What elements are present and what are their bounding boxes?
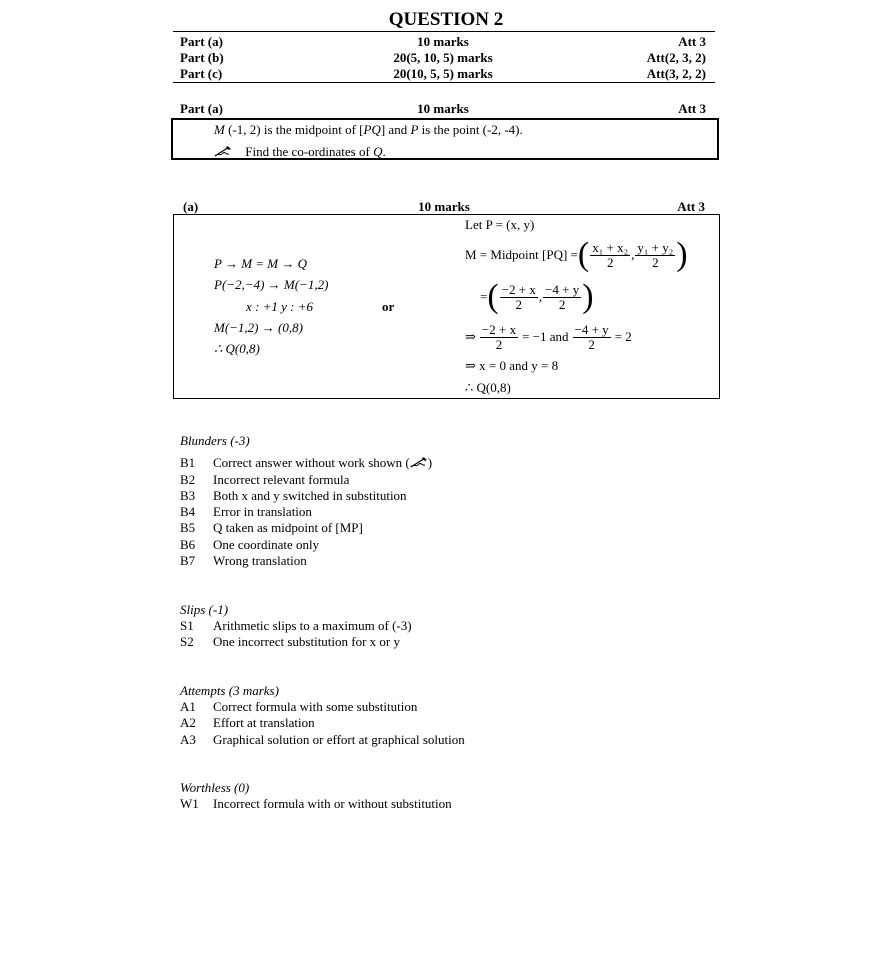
method1-line: x : +1 y : +6: [246, 299, 313, 314]
list-item: B6 One coordinate only: [180, 537, 320, 552]
summary-att: Att(2, 3, 2): [646, 50, 706, 65]
summary-row-c: [180, 66, 706, 82]
list-item: B3 Both x and y switched in substitution: [180, 488, 407, 503]
solution-marks: 10 marks: [418, 199, 470, 214]
summary-row-b: [180, 50, 706, 66]
method2-line2: M = Midpoint [PQ] = ( $\frac{\text{x₁ + x₂}}{2}$ , $\frac{\text{y₁ + y₂}}{2}$ ): [465, 236, 688, 273]
method2-line4: ⇒ $\frac{-2 + x}{2}$ = −1 and $\frac{-4 + y}{2}$ = 2: [465, 321, 632, 352]
part-a-att: Att 3: [678, 101, 706, 116]
method1-line: P → M = M → Q: [214, 256, 308, 271]
fraction: $\frac{-2 + x}{2}$: [501, 281, 536, 312]
list-item: B5 Q taken as midpoint of [MP]: [180, 520, 363, 535]
list-item: W1 Incorrect formula with or without substitution: [180, 796, 452, 811]
summary-marks: 20(5, 10, 5) marks: [393, 50, 493, 65]
list-item: S2 One incorrect substitution for x or y: [180, 634, 401, 649]
pencil-writing-icon: [410, 456, 428, 468]
method1-line: P(−2,−4) → M(−1,2): [214, 277, 329, 292]
summary-part: Part (b): [180, 50, 224, 65]
method2-line1: Let P = (x, y): [465, 217, 535, 232]
method2-line6: ∴ Q(0,8): [465, 380, 511, 395]
list-item: A3 Graphical solution or effort at graphical solution: [180, 732, 465, 747]
part-a-marks: 10 marks: [417, 101, 469, 116]
question-title: QUESTION 2: [388, 9, 504, 30]
fraction: $\frac{-4 + y}{2}$: [574, 321, 609, 352]
method1-line: M(−1,2) → (0,8): [214, 320, 303, 335]
question-line-2: Find the co-ordinates of Q.: [214, 144, 386, 160]
fraction: $\frac{-2 + x}{2}$: [481, 321, 517, 352]
summary-part: Part (a): [180, 34, 223, 49]
solution-header: [183, 199, 705, 215]
list-item: B2 Incorrect relevant formula: [180, 472, 350, 487]
list-item: B7 Wrong translation: [180, 553, 307, 568]
attempts-heading: Attempts (3 marks): [180, 683, 279, 698]
summary-marks: 20(10, 5, 5) marks: [393, 66, 493, 81]
or-label: or: [382, 299, 395, 314]
part-a-label: Part (a): [180, 101, 223, 116]
summary-att: Att(3, 2, 2): [646, 66, 706, 81]
summary-part: Part (c): [180, 66, 223, 81]
list-item: B4 Error in translation: [180, 504, 312, 519]
fraction: $\frac{-4 + y}{2}$: [545, 281, 580, 312]
solution-att: Att 3: [677, 199, 705, 214]
summary-row-a: [180, 34, 706, 50]
title-rule: [173, 31, 715, 32]
solution-label: (a): [183, 199, 199, 214]
pencil-writing-icon: [214, 145, 232, 157]
slips-heading: Slips (-1): [180, 602, 229, 617]
method1-line: ∴ Q(0,8): [214, 341, 260, 356]
method2-line5: ⇒ x = 0 and y = 8: [465, 358, 559, 373]
list-item: A1 Correct formula with some substitution: [180, 699, 418, 714]
blunders-heading: Blunders (-3): [180, 433, 250, 448]
fraction: $\frac{\text{y₁ + y₂}}{2}$: [637, 239, 674, 270]
summary-rule: [173, 82, 715, 83]
list-item: S1 Arithmetic slips to a maximum of (-3): [180, 618, 412, 633]
list-item: A2 Effort at translation: [180, 715, 315, 730]
summary-marks: 10 marks: [417, 34, 469, 49]
fraction: $\frac{\text{x₁ + x₂}}{2}$: [592, 239, 629, 270]
list-item: B1 Correct answer without work shown ( ): [180, 455, 433, 470]
part-a-header: [180, 101, 706, 117]
question-line-1: M (-1, 2) is the midpoint of [PQ] and P is the point (-2, -4).: [214, 122, 523, 137]
method2-line3: = ( $\frac{-2 + x}{2}$ , $\frac{-4 + y}{2}$ ): [480, 278, 594, 315]
summary-att: Att 3: [678, 34, 706, 49]
worthless-heading: Worthless (0): [180, 780, 250, 795]
